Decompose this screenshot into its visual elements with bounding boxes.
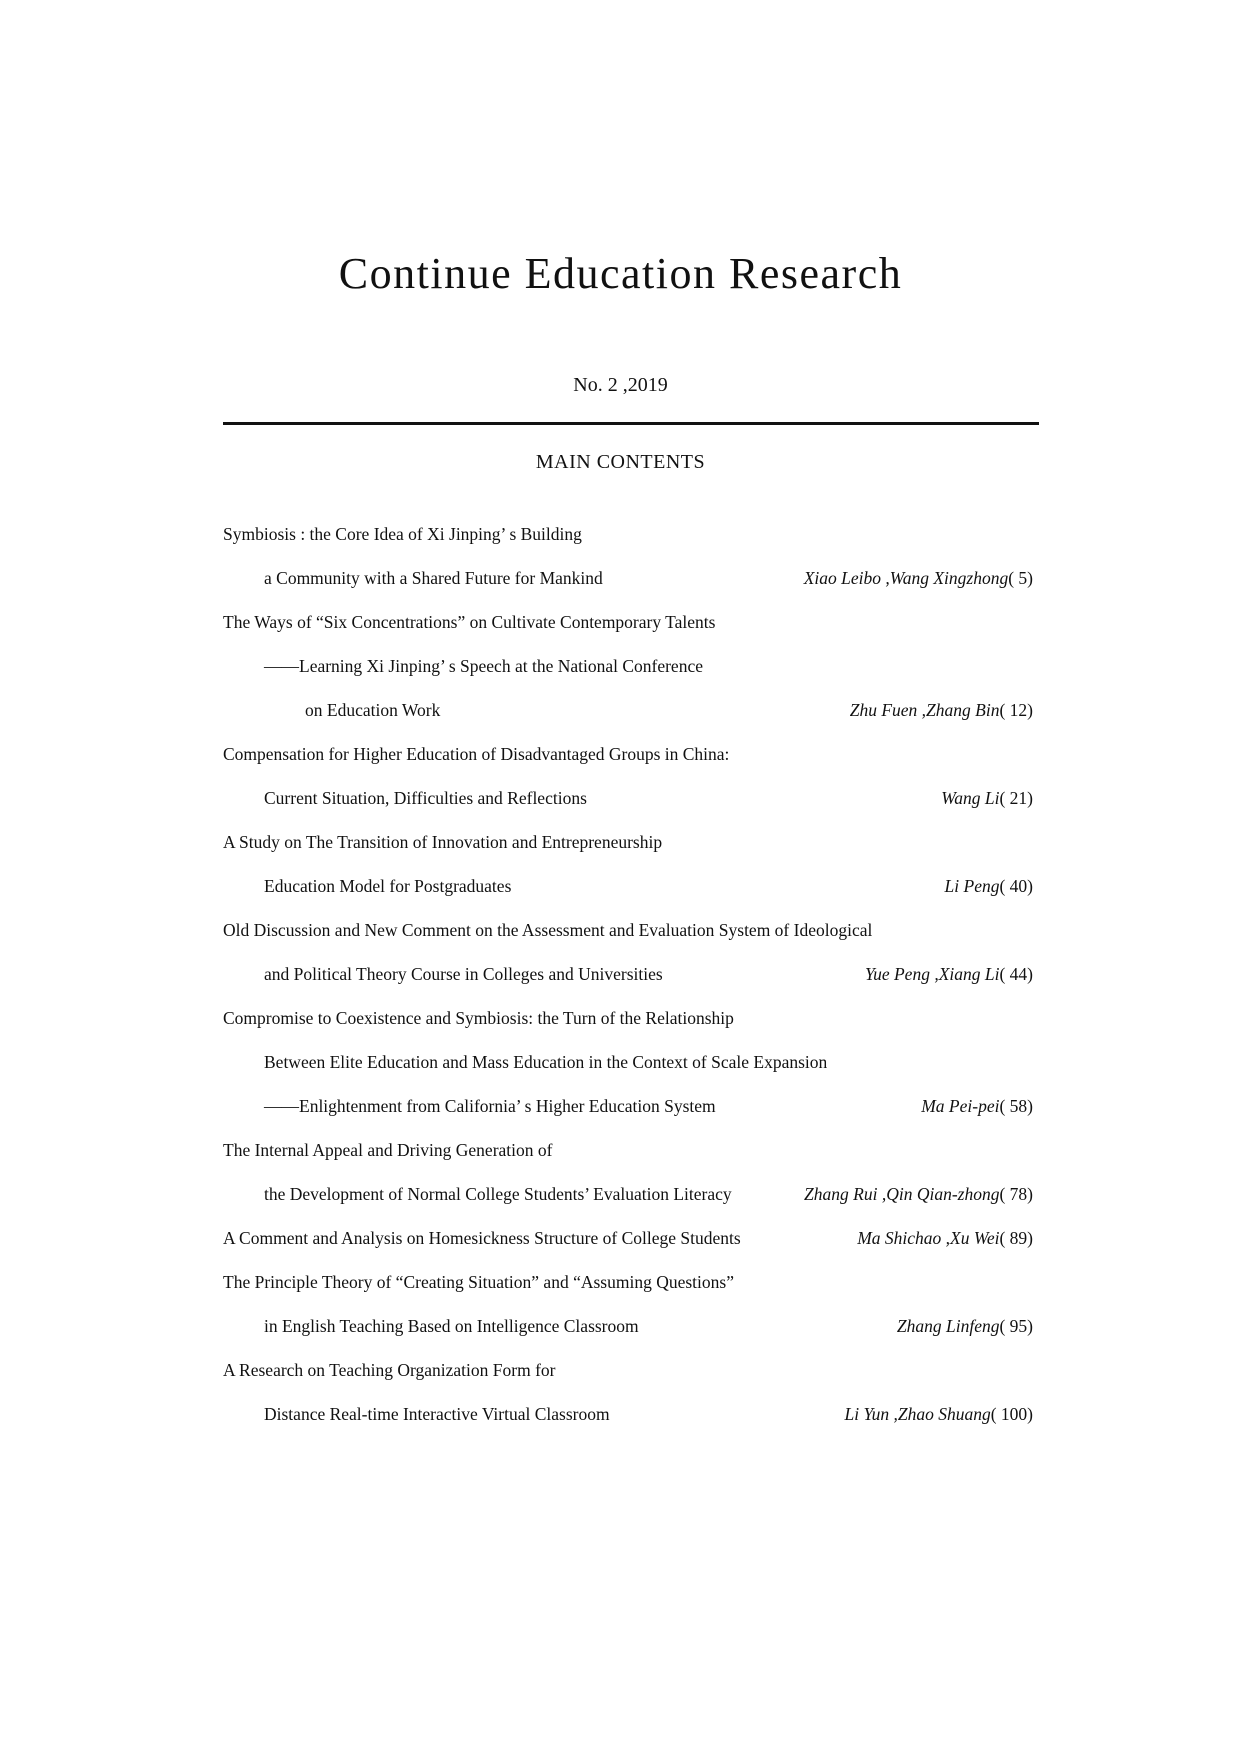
toc-line (223, 1096, 1033, 1140)
toc-entry-reference (804, 1184, 1033, 1205)
toc-entry-authors: Ma Shichao ,Xu Wei (857, 1228, 1000, 1248)
toc-entry-title: Between Elite Education and Mass Education in the Context of Scale Expansion (264, 1052, 828, 1072)
toc-entry-title: ——Enlightenment from California’ s Higher Education System (264, 1096, 716, 1116)
toc-line (223, 788, 1033, 832)
toc-entry-title: on Education Work (305, 700, 441, 720)
toc-line (223, 524, 1033, 568)
journal-title: Continue Education Research (338, 249, 903, 298)
toc-entry-authors: Li Peng (944, 876, 1000, 896)
toc-entry-authors: Ma Pei-pei (921, 1096, 1000, 1116)
toc-line (223, 876, 1033, 920)
toc-entry-title: A Study on The Transition of Innovation and Entrepreneurship (223, 832, 663, 852)
toc-line (223, 964, 1033, 1008)
table-of-contents (223, 524, 1033, 1448)
toc-entry-title: Compensation for Higher Education of Disadvantaged Groups in China: (223, 744, 730, 764)
toc-entry-authors: Zhang Rui ,Qin Qian-zhong (804, 1184, 1000, 1204)
toc-entry-reference (897, 1316, 1033, 1337)
toc-line (223, 1360, 1033, 1404)
toc-entry-reference (921, 1096, 1033, 1117)
toc-entry-title: Current Situation, Difficulties and Reflections (264, 788, 587, 808)
toc-entry-title: the Development of Normal College Students’ Evaluation Literacy (264, 1184, 732, 1204)
toc-entry-page: ( 100) (990, 1404, 1033, 1424)
toc-entry-authors: Wang Li (941, 788, 1000, 808)
toc-entry-title: Old Discussion and New Comment on the Assessment and Evaluation System of Ideological (223, 920, 873, 940)
toc-entry-title: A Research on Teaching Organization Form for (223, 1360, 556, 1380)
toc-entry-title: a Community with a Shared Future for Mankind (264, 568, 603, 588)
toc-line (223, 1184, 1033, 1228)
toc-entry-page: ( 12) (999, 700, 1033, 720)
toc-line (223, 568, 1033, 612)
toc-entry-authors: Zhu Fuen ,Zhang Bin (849, 700, 1000, 720)
toc-line (223, 612, 1033, 656)
toc-entry-page: ( 21) (999, 788, 1033, 808)
toc-line (223, 1316, 1033, 1360)
toc-entry-title: The Ways of “Six Concentrations” on Cultivate Contemporary Talents (223, 612, 716, 632)
toc-entry-page: ( 58) (999, 1096, 1033, 1116)
toc-entry-reference (865, 964, 1033, 985)
toc-entry-title: Distance Real-time Interactive Virtual Classroom (264, 1404, 610, 1424)
toc-entry-page: ( 5) (1008, 568, 1033, 588)
toc-entry-reference (845, 1404, 1034, 1425)
contents-heading: MAIN CONTENTS (535, 451, 706, 473)
toc-entry-page: ( 78) (999, 1184, 1033, 1204)
toc-line (223, 744, 1033, 788)
toc-line (223, 1008, 1033, 1052)
toc-line (223, 700, 1033, 744)
toc-line (223, 656, 1033, 700)
toc-entry-title: A Comment and Analysis on Homesickness Structure of College Students (223, 1228, 741, 1248)
toc-entry-reference (850, 700, 1033, 721)
toc-entry-reference (857, 1228, 1033, 1249)
toc-entry-reference (804, 568, 1033, 589)
toc-entry-title: The Internal Appeal and Driving Generation of (223, 1140, 553, 1160)
toc-entry-page: ( 44) (999, 964, 1033, 984)
header-divider (223, 422, 1039, 425)
toc-line (223, 1404, 1033, 1448)
toc-entry-page: ( 95) (999, 1316, 1033, 1336)
toc-entry-title: ——Learning Xi Jinping’ s Speech at the National Conference (264, 656, 703, 676)
toc-line (223, 1272, 1033, 1316)
toc-entry-authors: Xiao Leibo ,Wang Xingzhong (803, 568, 1009, 588)
issue-number: No. 2 ,2019 (573, 374, 668, 396)
toc-entry-authors: Zhang Linfeng (896, 1316, 1000, 1336)
toc-entry-authors: Yue Peng ,Xiang Li (864, 964, 1000, 984)
toc-entry-authors: Li Yun ,Zhao Shuang (844, 1404, 991, 1424)
toc-entry-title: in English Teaching Based on Intelligence Classroom (264, 1316, 639, 1336)
toc-entry-page: ( 40) (999, 876, 1033, 896)
toc-entry-title: Compromise to Coexistence and Symbiosis: the Turn of the Relationship (223, 1008, 734, 1028)
toc-line (223, 920, 1033, 964)
toc-line (223, 832, 1033, 876)
toc-entry-title: The Principle Theory of “Creating Situation” and “Assuming Questions” (223, 1272, 734, 1292)
toc-entry-reference (945, 876, 1033, 897)
toc-entry-page: ( 89) (999, 1228, 1033, 1248)
toc-entry-title: Education Model for Postgraduates (264, 876, 512, 896)
toc-line (223, 1228, 1033, 1272)
toc-line (223, 1052, 1033, 1096)
toc-entry-title: Symbiosis : the Core Idea of Xi Jinping’ s Building (223, 524, 582, 544)
toc-entry-title: and Political Theory Course in Colleges and Universities (264, 964, 663, 984)
toc-entry-reference (941, 788, 1033, 809)
toc-line (223, 1140, 1033, 1184)
